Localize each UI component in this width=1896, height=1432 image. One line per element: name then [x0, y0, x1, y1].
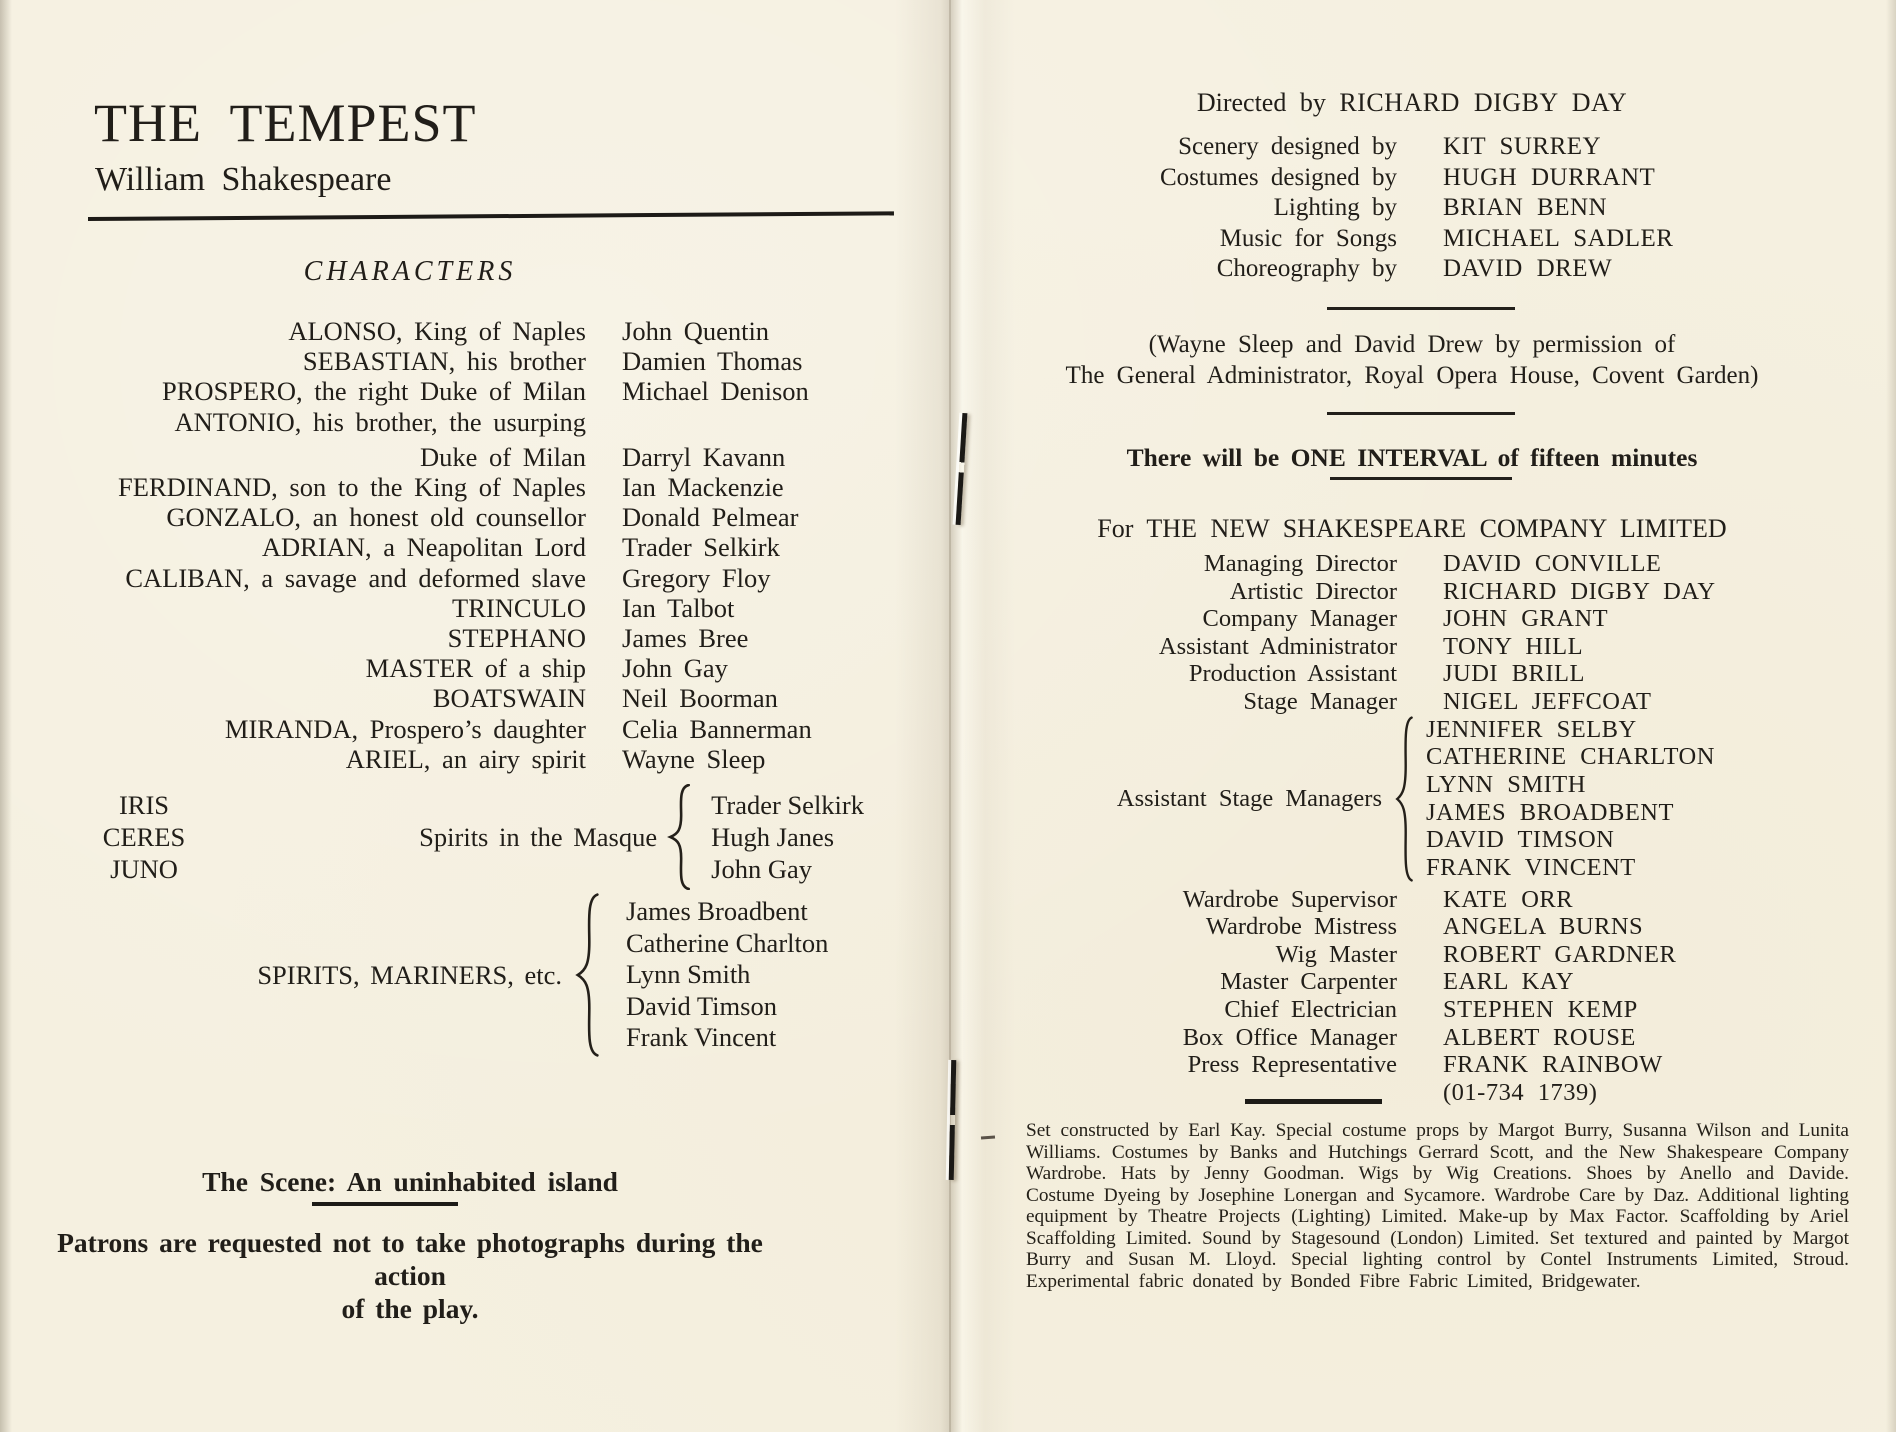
staff-name: JUDI BRILL: [1443, 660, 1585, 688]
cast-row: [64, 714, 864, 744]
staff-row: [962, 1051, 1862, 1106]
patrons-notice-line: Patrons are requested not to take photographs during the action: [57, 1227, 763, 1291]
staff-label: Assistant Administrator: [1158, 632, 1397, 660]
staff-name: EARL KAY: [1443, 968, 1575, 996]
cast-role: FERDINAND, son to the King of Naples: [118, 472, 586, 503]
staff-row: [962, 1024, 1862, 1052]
staff-label: Wardrobe Mistress: [1205, 913, 1397, 941]
staff-row: [962, 605, 1862, 633]
characters-heading: CHARACTERS: [303, 256, 517, 287]
divider-rule: [1245, 1099, 1382, 1104]
cast-actor: Michael Denison: [622, 376, 809, 407]
cast-actor: Gregory Floy: [622, 562, 771, 593]
masque-actor: Hugh Janes: [711, 822, 835, 852]
masque-role: JUNO: [110, 854, 178, 884]
cast-row: [64, 316, 864, 346]
masque-brace: [665, 784, 693, 890]
permission-note: [962, 329, 1862, 391]
masque-role: IRIS: [118, 790, 170, 820]
cast-role: ANTONIO, his brother, the usurping: [174, 406, 586, 437]
cast-row: [64, 407, 864, 437]
credit-row: [962, 224, 1862, 255]
cast-list: [64, 316, 864, 774]
staff-name: CATHERINE CHARLTON: [1426, 743, 1715, 771]
staff-row: [962, 633, 1862, 661]
cast-row: [64, 593, 864, 623]
credit-name: MICHAEL SADLER: [1443, 224, 1674, 252]
cast-actor: Trader Selkirk: [622, 532, 780, 563]
spirits-actor: David Timson: [626, 990, 777, 1021]
staff-row: [962, 660, 1862, 688]
staff-name: JAMES BROADBENT: [1426, 798, 1674, 826]
spirits-actor: Frank Vincent: [626, 1022, 777, 1053]
staff-row: [962, 996, 1862, 1024]
cast-role: GONZALO, an honest old counsellor: [166, 502, 586, 533]
playwright-name: William Shakespeare: [95, 161, 392, 198]
credit-row: [962, 132, 1862, 163]
staff-name: RICHARD DIGBY DAY: [1443, 577, 1716, 605]
asm-brace: [1393, 716, 1415, 882]
masque-actor: John Gay: [711, 854, 812, 884]
masque-actor: Trader Selkirk: [711, 790, 864, 820]
staff-name: TONY HILL: [1443, 632, 1584, 660]
cast-row: [64, 442, 864, 472]
staff-label: Wig Master: [1275, 940, 1397, 968]
staff-name: DAVID TIMSON: [1426, 826, 1615, 854]
staff-label: Production Assistant: [1188, 660, 1397, 688]
staff-name: ALBERT ROUSE: [1443, 1023, 1636, 1051]
staff-name: KATE ORR: [1443, 885, 1574, 913]
credit-label: Costumes designed by: [1160, 163, 1397, 191]
assistant-stage-managers-group: [962, 716, 1862, 882]
credit-name: KIT SURREY: [1443, 133, 1602, 160]
scene-note: The Scene: An uninhabited island: [202, 1166, 618, 1197]
credit-label: Music for Songs: [1219, 224, 1397, 252]
staff-name: DAVID CONVILLE: [1443, 550, 1662, 577]
permission-note-line: The General Administrator, Royal Opera House, Covent Garden): [1065, 362, 1759, 389]
permission-note-line: (Wayne Sleep and David Drew by permission of: [1148, 331, 1676, 358]
cast-actor: John Gay: [622, 653, 728, 684]
divider-rule: [88, 211, 894, 221]
masque-group: [64, 784, 864, 890]
staff-label: Stage Manager: [1243, 687, 1397, 715]
cast-actor: Damien Thomas: [622, 346, 803, 377]
credits-list: [962, 132, 1862, 285]
production-credits-fine-print: Set constructed by Earl Kay. Special costume props by Margot Burry, Susanna Wilson and Lunita Williams. Costumes by Banks and Hutchings Gerrard Scott, and the New Shakespeare Company Wardrobe. Hats by Jenny Goodman. Wigs by Wig Creations. Shoes by Anello and Davide. Costume Dyeing by Josephine Lonergan and Sycamore. Wardrobe Care by Daz. Additional lighting equipment by Theatre Projects (Lighting) Limited. Make-up by Max Factor. Scaffolding by Ariel Scaffolding Limited. Sound by Stagesound (London) Limited. Set textured and painted by Margot Burry and Susan M. Lloyd. Special lighting control by Contel Instruments Limited, Stroud. Experimental fabric donated by Bonded Fibre Fabric Limited, Bridgewater.: [1026, 1120, 1849, 1292]
cast-role: TRINCULO: [452, 592, 586, 623]
staff-row: [962, 578, 1862, 606]
staff-name: NIGEL JEFFCOAT: [1443, 687, 1652, 715]
cast-actor: Celia Bannerman: [622, 713, 812, 744]
cast-row: [64, 472, 864, 502]
staff-name-line: FRANK RAINBOW: [1443, 1051, 1663, 1079]
staff-label: Chief Electrician: [1224, 995, 1397, 1023]
divider-rule: [1327, 307, 1515, 310]
cast-row: [64, 683, 864, 713]
cast-role: SEBASTIAN, his brother: [302, 346, 586, 377]
cast-role: MASTER of a ship: [365, 653, 586, 684]
divider-rule: [1327, 412, 1515, 415]
spirits-group: [64, 893, 864, 1057]
credit-label: Choreography by: [1216, 255, 1397, 282]
cast-role: BOATSWAIN: [432, 683, 586, 714]
credit-name: DAVID DREW: [1443, 255, 1613, 282]
cast-row: [64, 346, 864, 376]
cast-row: [64, 532, 864, 562]
company-heading: For THE NEW SHAKESPEARE COMPANY LIMITED: [1097, 514, 1727, 543]
cast-row: [64, 623, 864, 653]
patrons-notice-line: of the play.: [341, 1293, 479, 1324]
spirits-brace: [572, 893, 602, 1057]
credit-row: [962, 163, 1862, 194]
staff-name: LYNN SMITH: [1426, 770, 1586, 798]
play-title: THE TEMPEST: [94, 93, 477, 153]
cast-row: [64, 563, 864, 593]
staff-list: [962, 550, 1862, 1106]
spirits-actor: James Broadbent: [626, 896, 808, 927]
staff-label: Company Manager: [1202, 605, 1397, 633]
director-name: RICHARD DIGBY DAY: [1339, 88, 1628, 117]
staff-row: [962, 886, 1862, 914]
cast-role: ARIEL, an airy spirit: [345, 743, 586, 774]
scan-edge-left: [0, 0, 12, 1432]
staff-name: JOHN GRANT: [1443, 605, 1609, 633]
scan-edge-right: [1886, 0, 1896, 1432]
fold-crease: [949, 0, 951, 1432]
cast-actor: Wayne Sleep: [622, 743, 766, 774]
staff-label: Box Office Manager: [1182, 1023, 1397, 1051]
divider-rule: [312, 1202, 458, 1206]
directed-by-line: [962, 88, 1862, 118]
credit-label: Scenery designed by: [1178, 133, 1397, 160]
cast-role: ALONSO, King of Naples: [288, 316, 586, 346]
cast-actor: James Bree: [622, 623, 749, 654]
masque-actors: [711, 789, 864, 885]
cast-row: [64, 502, 864, 532]
masque-label: Spirits in the Masque: [419, 821, 658, 852]
cast-role: STEPHANO: [447, 623, 586, 654]
spirits-actor: Lynn Smith: [626, 959, 751, 990]
masque-roles: [64, 789, 224, 885]
spirits-actors: [626, 896, 828, 1054]
staff-label: Master Carpenter: [1220, 968, 1397, 996]
cast-actor: Donald Pelmear: [622, 502, 799, 533]
staff-name: ANGELA BURNS: [1443, 913, 1644, 941]
directed-by-prefix: Directed by: [1196, 88, 1340, 117]
cast-role: Duke of Milan: [419, 441, 586, 472]
divider-rule: [1330, 477, 1512, 480]
staff-label: Wardrobe Supervisor: [1182, 885, 1397, 913]
staff-label: Assistant Stage Managers: [1116, 784, 1382, 812]
interval-emphasis: ONE INTERVAL: [1290, 443, 1487, 472]
cast-row: [64, 744, 864, 774]
cast-row: [64, 653, 864, 683]
staff-name: [1443, 1051, 1663, 1106]
cast-role: PROSPERO, the right Duke of Milan: [162, 376, 586, 407]
spirits-label: SPIRITS, MARINERS, etc.: [257, 959, 562, 990]
staff-row: [962, 941, 1862, 969]
cast-role: MIRANDA, Prospero’s daughter: [224, 713, 586, 744]
cast-row: [64, 376, 864, 406]
credit-label: Lighting by: [1273, 194, 1397, 221]
credit-name: BRIAN BENN: [1443, 194, 1608, 221]
masque-role: CERES: [102, 822, 186, 852]
staff-label: Press Representative: [1187, 1051, 1397, 1079]
staff-row: [962, 913, 1862, 941]
cast-actor: Ian Mackenzie: [622, 472, 784, 503]
staff-name: ROBERT GARDNER: [1443, 940, 1677, 968]
staff-name: FRANK VINCENT: [1426, 853, 1636, 881]
credit-row: [962, 254, 1862, 285]
patrons-notice: [56, 1226, 764, 1325]
cast-role: CALIBAN, a savage and deformed slave: [125, 562, 586, 593]
cast-role: ADRIAN, a Neapolitan Lord: [261, 532, 586, 563]
cast-actor: Ian Talbot: [622, 592, 735, 623]
spirits-actor: Catherine Charlton: [626, 927, 829, 958]
staff-row: [962, 968, 1862, 996]
cast-actor: Darryl Kavann: [622, 441, 786, 472]
credit-row: [962, 193, 1862, 224]
interval-prefix: There will be: [1126, 443, 1291, 472]
credit-name: HUGH DURRANT: [1443, 163, 1656, 191]
staff-label: Managing Director: [1203, 550, 1397, 577]
staff-row: [962, 688, 1862, 716]
staff-name: STEPHEN KEMP: [1443, 995, 1638, 1023]
staff-name: JENNIFER SELBY: [1426, 715, 1637, 743]
cast-actor: Neil Boorman: [622, 683, 778, 714]
cast-actor: John Quentin: [622, 316, 770, 346]
asm-names: [1426, 716, 1715, 882]
staff-row: [962, 550, 1862, 578]
staff-phone: (01-734 1739): [1443, 1078, 1598, 1106]
interval-suffix: of fifteen minutes: [1486, 443, 1698, 472]
staff-label: Artistic Director: [1229, 577, 1397, 605]
interval-notice: [962, 443, 1862, 473]
